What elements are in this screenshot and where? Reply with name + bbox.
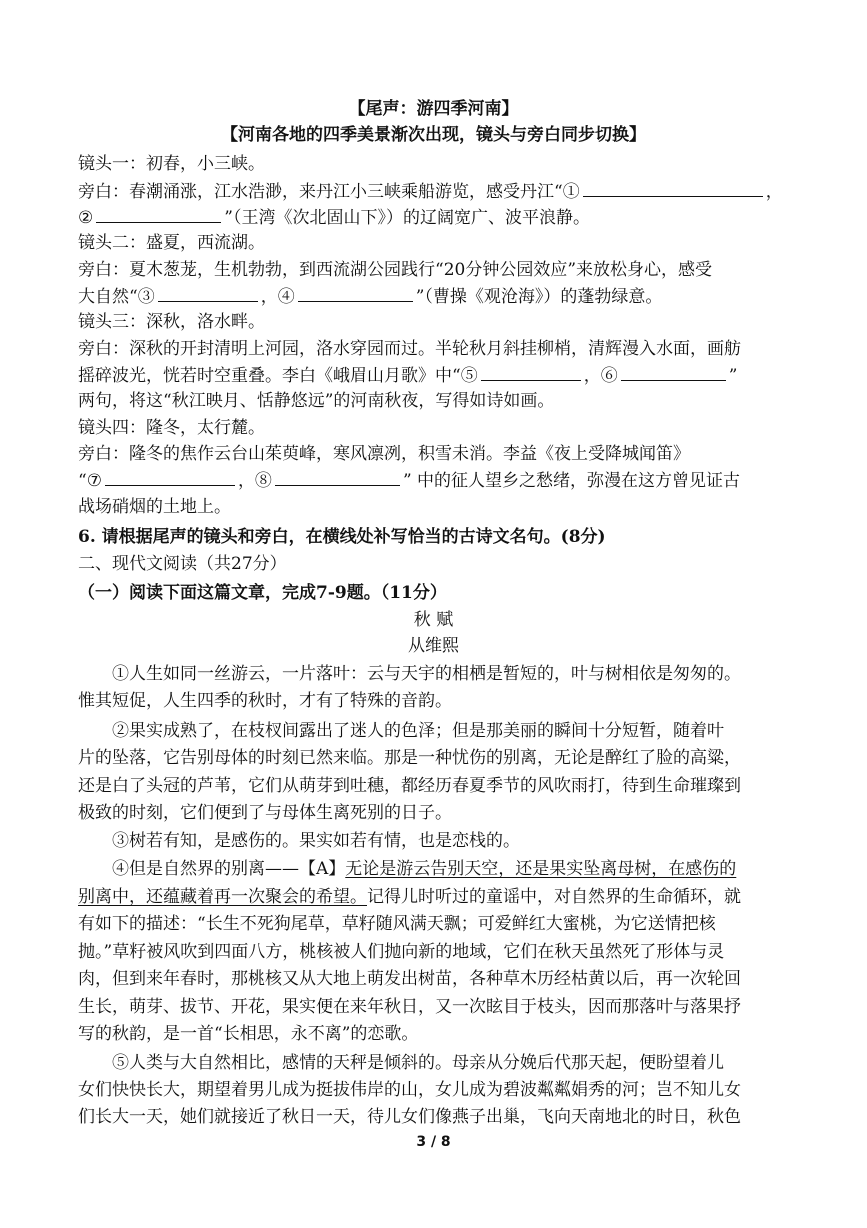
part-1-heading: （一）阅读下面这篇文章，完成7-9题。（11分） xyxy=(78,583,447,603)
paragraph-4-line-4: 抛。”草籽被风吹到四面八方，桃核被人们抛向新的地域，它们在秋天虽然死了形体与灵 xyxy=(78,942,725,962)
paragraph-1-line-2: 惟其短促，人生四季的秋时，才有了特殊的音韵。 xyxy=(78,691,452,711)
paragraph-2-line-3: 还是白了头冠的芦苇，它们从萌芽到吐穗，都经历春夏季节的风吹雨打，待到生命璀璨到 xyxy=(78,776,741,796)
underlined-sentence-a-end: 别离中，还蕴藏着再一次聚会的希望。 xyxy=(78,887,367,907)
narration-2b: 大自然“③ ，④ ”（曹操《观沧海》）的蓬勃绿意。 xyxy=(78,283,813,310)
narration-4a: 旁白：隆冬的焦作云台山茱萸峰，寒风凛冽，积雪未消。李益《夜上受降城闻笛》 xyxy=(78,444,690,464)
paragraph-3: ③树若有知，是感伤的。果实如若有情，也是恋栈的。 xyxy=(112,831,520,851)
narration-1a: 旁白：春潮涌涨，江水浩渺，来丹江小三峡乘船游览，感受丹江“① ， xyxy=(78,178,813,205)
narration-4b: “⑦ ，⑧ ” 中的征人望乡之愁绪，弥漫在这方曾见证古 xyxy=(78,467,813,494)
narration-2a: 旁白：夏木葱茏，生机勃勃，到西流湖公园践行“20分钟公园效应”来放松身心，感受 xyxy=(78,260,713,280)
paragraph-5-line-3: 们长大一天，她们就接近了秋日一天，待儿女们像燕子出巢，飞向天南地北的时日，秋色 xyxy=(78,1107,741,1127)
narration-3b: 摇碎波光，恍若时空重叠。李白《峨眉山月歌》中“⑤ ，⑥ ” xyxy=(78,362,813,389)
paragraph-4-line-1: ④但是自然界的别离——【A】无论是游云告别天空，还是果实坠离母树，在感伤的 xyxy=(112,859,737,879)
page-number: 3 / 8 xyxy=(416,1134,451,1150)
answer-blank-2[interactable] xyxy=(96,204,221,223)
answer-blank-3[interactable] xyxy=(158,283,258,302)
answer-blank-1[interactable] xyxy=(583,178,763,197)
paragraph-4-line-3: 有如下的描述：“长生不死狗尾草，草籽随风满天飘；可爱鲜红大蜜桃，为它送情把核 xyxy=(78,914,716,934)
narration-3c: 两句，将这“秋江映月、恬静悠远”的河南秋夜，写得如诗如画。 xyxy=(78,391,555,411)
answer-blank-8[interactable] xyxy=(275,467,400,486)
question-6: 6. 请根据尾声的镜头和旁白，在横线处补写恰当的古诗文名句。(8分) xyxy=(78,527,606,547)
section-2-heading: 二、现代文阅读（共27分） xyxy=(78,554,287,574)
narration-1b: ② ”（王湾《次北固山下》）的辽阔宽广、波平浪静。 xyxy=(78,204,813,231)
paragraph-4-line-6: 生长，萌芽、拔节、开花，果实便在来年秋日，又一次眩目于枝头，因而那落叶与落果抒 xyxy=(78,997,741,1017)
narration-4c: 战场硝烟的土地上。 xyxy=(78,497,231,517)
paragraph-4-line-2: 别离中，还蕴藏着再一次聚会的希望。记得儿时听过的童谣中，对自然界的生命循环，就 xyxy=(78,887,741,907)
paragraph-5-line-1: ⑤人类与大自然相比，感情的天秤是倾斜的。母亲从分娩后代那天起，便盼望着儿 xyxy=(112,1053,724,1073)
shot-4: 镜头四：隆冬，太行麓。 xyxy=(78,418,265,438)
narration-3a: 旁白：深秋的开封清明上河园，洛水穿园而过。半轮秋月斜挂柳梢，清辉漫入水面，画舫 xyxy=(78,339,741,359)
paragraph-4-line-5: 肉，但到来年春时，那桃核又从大地上萌发出树苗，各种草木历经枯黄以后，再一次轮回 xyxy=(78,969,741,989)
coda-subtitle: 【河南各地的四季美景渐次出现，镜头与旁白同步切换】 xyxy=(221,125,646,145)
coda-title: 【尾声：游四季河南】 xyxy=(348,99,519,119)
shot-1: 镜头一：初春，小三峡。 xyxy=(78,154,265,174)
paragraph-2-line-4: 极致的时刻，它们便到了与母体生离死别的日子。 xyxy=(78,803,452,823)
answer-blank-4[interactable] xyxy=(298,283,413,302)
shot-3: 镜头三：深秋，洛水畔。 xyxy=(78,312,265,332)
paragraph-4-line-7: 写的秋韵，是一首“长相思，永不离”的恋歌。 xyxy=(78,1024,419,1044)
essay-author: 从维熙 xyxy=(408,636,459,656)
answer-blank-7[interactable] xyxy=(105,467,235,486)
essay-title: 秋 赋 xyxy=(413,610,454,630)
paragraph-2-line-1: ②果实成熟了，在枝杈间露出了迷人的色泽；但是那美丽的瞬间十分短暂，随着叶 xyxy=(112,721,724,741)
underlined-sentence-a: 无论是游云告别天空，还是果实坠离母树，在感伤的 xyxy=(345,859,737,879)
paragraph-1-line-1: ①人生如同一丝游云，一片落叶：云与天宇的相栖是暂短的，叶与树相依是匆匆的。 xyxy=(112,664,741,684)
shot-2: 镜头二：盛夏，西流湖。 xyxy=(78,233,265,253)
answer-blank-6[interactable] xyxy=(621,362,726,381)
paragraph-2-line-2: 片的坠落，它告别母体的时刻已然来临。那是一种忧伤的别离，无论是醉红了脸的高粱， xyxy=(78,748,741,768)
paragraph-5-line-2: 女们快快长大，期望着男儿成为挺拔伟岸的山，女儿成为碧波粼粼娟秀的河；岂不知儿女 xyxy=(78,1080,741,1100)
answer-blank-5[interactable] xyxy=(481,362,581,381)
